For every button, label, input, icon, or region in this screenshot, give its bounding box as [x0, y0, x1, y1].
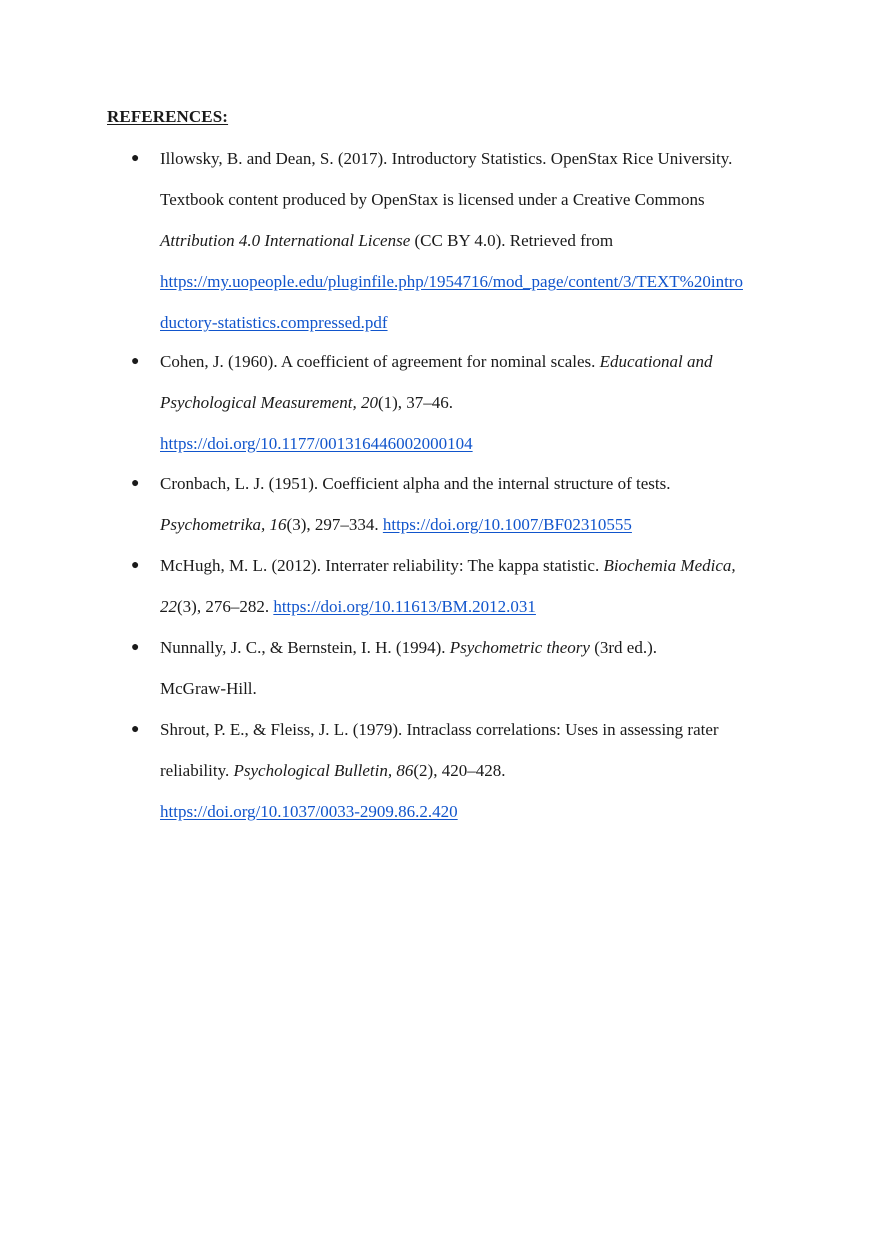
bullet-icon: ●	[131, 151, 140, 166]
doi-link[interactable]: https://doi.org/10.1007/BF02310555	[382, 515, 632, 534]
reference-text: (1), 37–46.	[377, 393, 454, 412]
journal-title: Psychological Bulletin, 86	[233, 761, 414, 780]
volume-number: 22	[160, 597, 177, 616]
reference-line: Cronbach, L. J. (1951). Coefficient alpha and the internal structure of tests.	[160, 474, 671, 493]
journal-title: Biochemia Medica,	[603, 556, 736, 575]
reference-line: Shrout, P. E., & Fleiss, J. L. (1979). Intraclass correlations: Uses in assessing rater	[160, 720, 719, 739]
reference-line: McGraw-Hill.	[160, 679, 257, 698]
reference-text: reliability.	[160, 761, 234, 780]
bullet-icon: ●	[131, 722, 140, 737]
journal-title: Psychological Measurement, 20	[160, 393, 378, 412]
reference-line	[160, 627, 657, 668]
bullet-icon: ●	[131, 354, 140, 369]
reference-line: Illowsky, B. and Dean, S. (2017). Introductory Statistics. OpenStax Rice University.	[160, 149, 733, 168]
journal-title: Psychometrika, 16	[160, 515, 287, 534]
reference-line	[160, 302, 388, 343]
reference-text: (2), 420–428.	[413, 761, 506, 780]
reference-line	[160, 545, 736, 586]
textbook-link[interactable]: https://my.uopeople.edu/pluginfile.php/1954716/mod_page/content/3/TEXT%20intro	[160, 272, 743, 291]
reference-text: Nunnally, J. C., & Bernstein, I. H. (1994).	[160, 638, 450, 657]
reference-line	[160, 341, 713, 382]
reference-line	[160, 791, 458, 832]
textbook-link-continued[interactable]: ductory-statistics.compressed.pdf	[160, 313, 388, 332]
book-title: Psychometric theory	[449, 638, 590, 657]
reference-line	[160, 423, 473, 464]
license-title: Attribution 4.0 International License	[160, 231, 411, 250]
reference-line	[160, 586, 536, 627]
reference-text: (CC BY 4.0). Retrieved from	[410, 231, 614, 250]
reference-line	[160, 504, 632, 545]
reference-text: (3), 297–334.	[286, 515, 383, 534]
doi-link[interactable]: https://doi.org/10.1177/001316446002000104	[160, 434, 473, 453]
bullet-icon: ●	[131, 558, 140, 573]
reference-text: (3rd ed.).	[589, 638, 657, 657]
reference-line	[160, 261, 743, 302]
reference-text: McHugh, M. L. (2012). Interrater reliability: The kappa statistic.	[160, 556, 604, 575]
reference-line	[160, 382, 453, 423]
reference-text: Cohen, J. (1960). A coefficient of agreement for nominal scales.	[160, 352, 600, 371]
doi-link[interactable]: https://doi.org/10.1037/0033-2909.86.2.420	[160, 802, 458, 821]
reference-line	[160, 750, 505, 791]
bullet-icon: ●	[131, 476, 140, 491]
reference-line	[160, 220, 613, 261]
journal-title: Educational and	[599, 352, 713, 371]
reference-line: Textbook content produced by OpenStax is licensed under a Creative Commons	[160, 190, 705, 209]
doi-link[interactable]: https://doi.org/10.11613/BM.2012.031	[273, 597, 536, 616]
bullet-icon: ●	[131, 640, 140, 655]
references-heading: REFERENCES:	[107, 107, 229, 126]
reference-text: (3), 276–282.	[177, 597, 274, 616]
